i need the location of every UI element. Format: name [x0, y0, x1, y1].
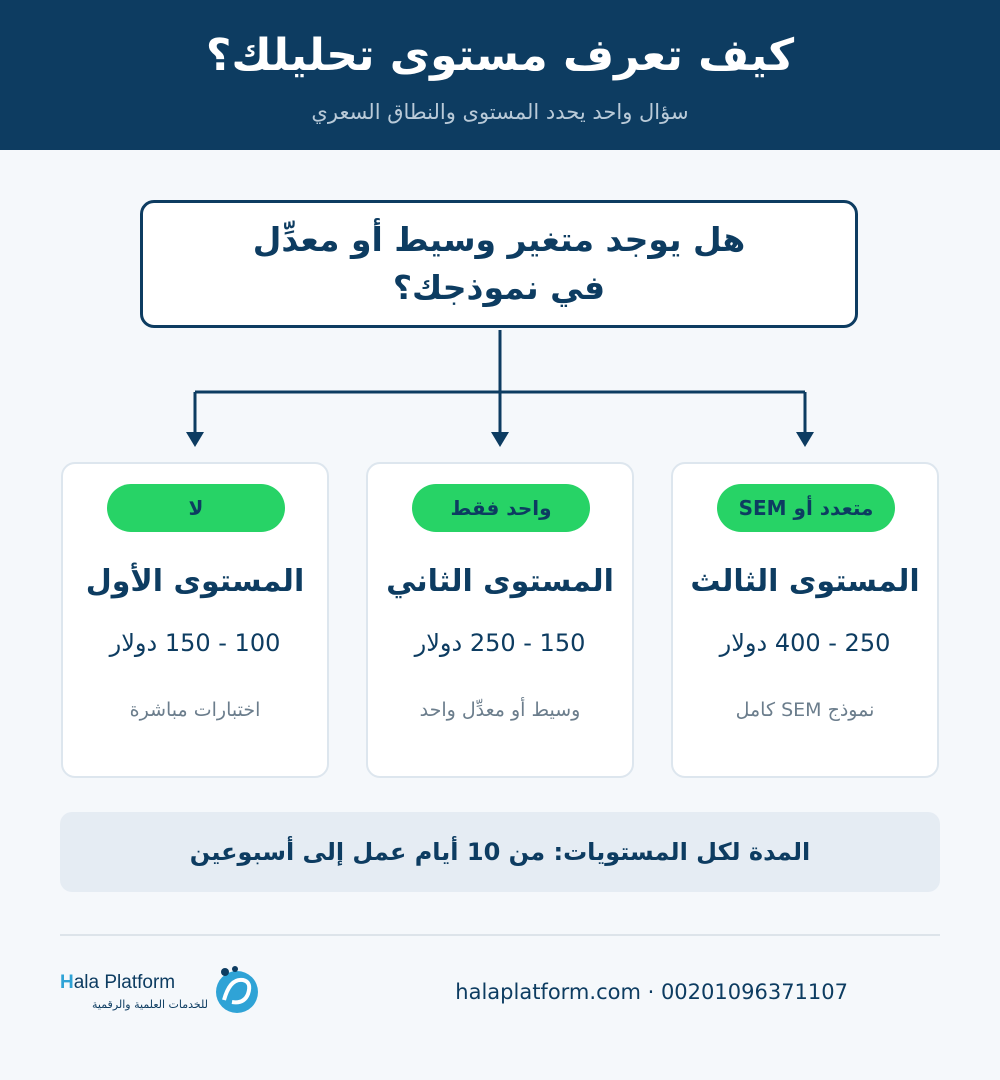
level-price: 100 - 150 دولار: [109, 629, 281, 657]
page-subtitle: سؤال واحد يحدد المستوى والنطاق السعري: [311, 100, 689, 124]
question-line-1: هل يوجد متغير وسيط أو معدِّل: [252, 220, 746, 259]
contact-info: halaplatform.com · 00201096371107: [455, 980, 848, 1004]
brand-name: Hala Platform: [60, 972, 176, 993]
flow-connectors: [0, 0, 1000, 460]
page-title: كيف تعرف مستوى تحليلك؟: [205, 30, 795, 81]
brand-logo: [60, 962, 260, 1022]
level-price: 250 - 400 دولار: [719, 629, 891, 657]
level-description: اختبارات مباشرة: [129, 699, 261, 721]
duration-banner: المدة لكل المستويات: من 10 أيام عمل إلى أسبوعين: [60, 812, 940, 892]
arrow-down-icon: [796, 432, 814, 447]
brand-tagline: للخدمات العلمية والرقمية: [91, 998, 208, 1011]
question-line-2: في نموذجك؟: [392, 268, 606, 307]
level-card-2: [366, 462, 634, 778]
answer-badge: واحد فقط: [412, 484, 590, 532]
level-title: المستوى الثاني: [386, 564, 614, 599]
answer-badge: متعدد أو SEM: [717, 484, 895, 532]
level-description: وسيط أو معدِّل واحد: [419, 699, 581, 721]
level-title: المستوى الأول: [85, 564, 305, 599]
level-description: نموذج SEM كامل: [735, 699, 875, 721]
level-card-3: [671, 462, 939, 778]
level-title: المستوى الثالث: [690, 564, 920, 599]
footer-divider: [60, 934, 940, 936]
answer-badge: لا: [107, 484, 285, 532]
arrow-down-icon: [186, 432, 204, 447]
hala-logo-icon: [210, 962, 260, 1018]
level-card-1: [61, 462, 329, 778]
level-price: 150 - 250 دولار: [414, 629, 586, 657]
arrow-down-icon: [491, 432, 509, 447]
